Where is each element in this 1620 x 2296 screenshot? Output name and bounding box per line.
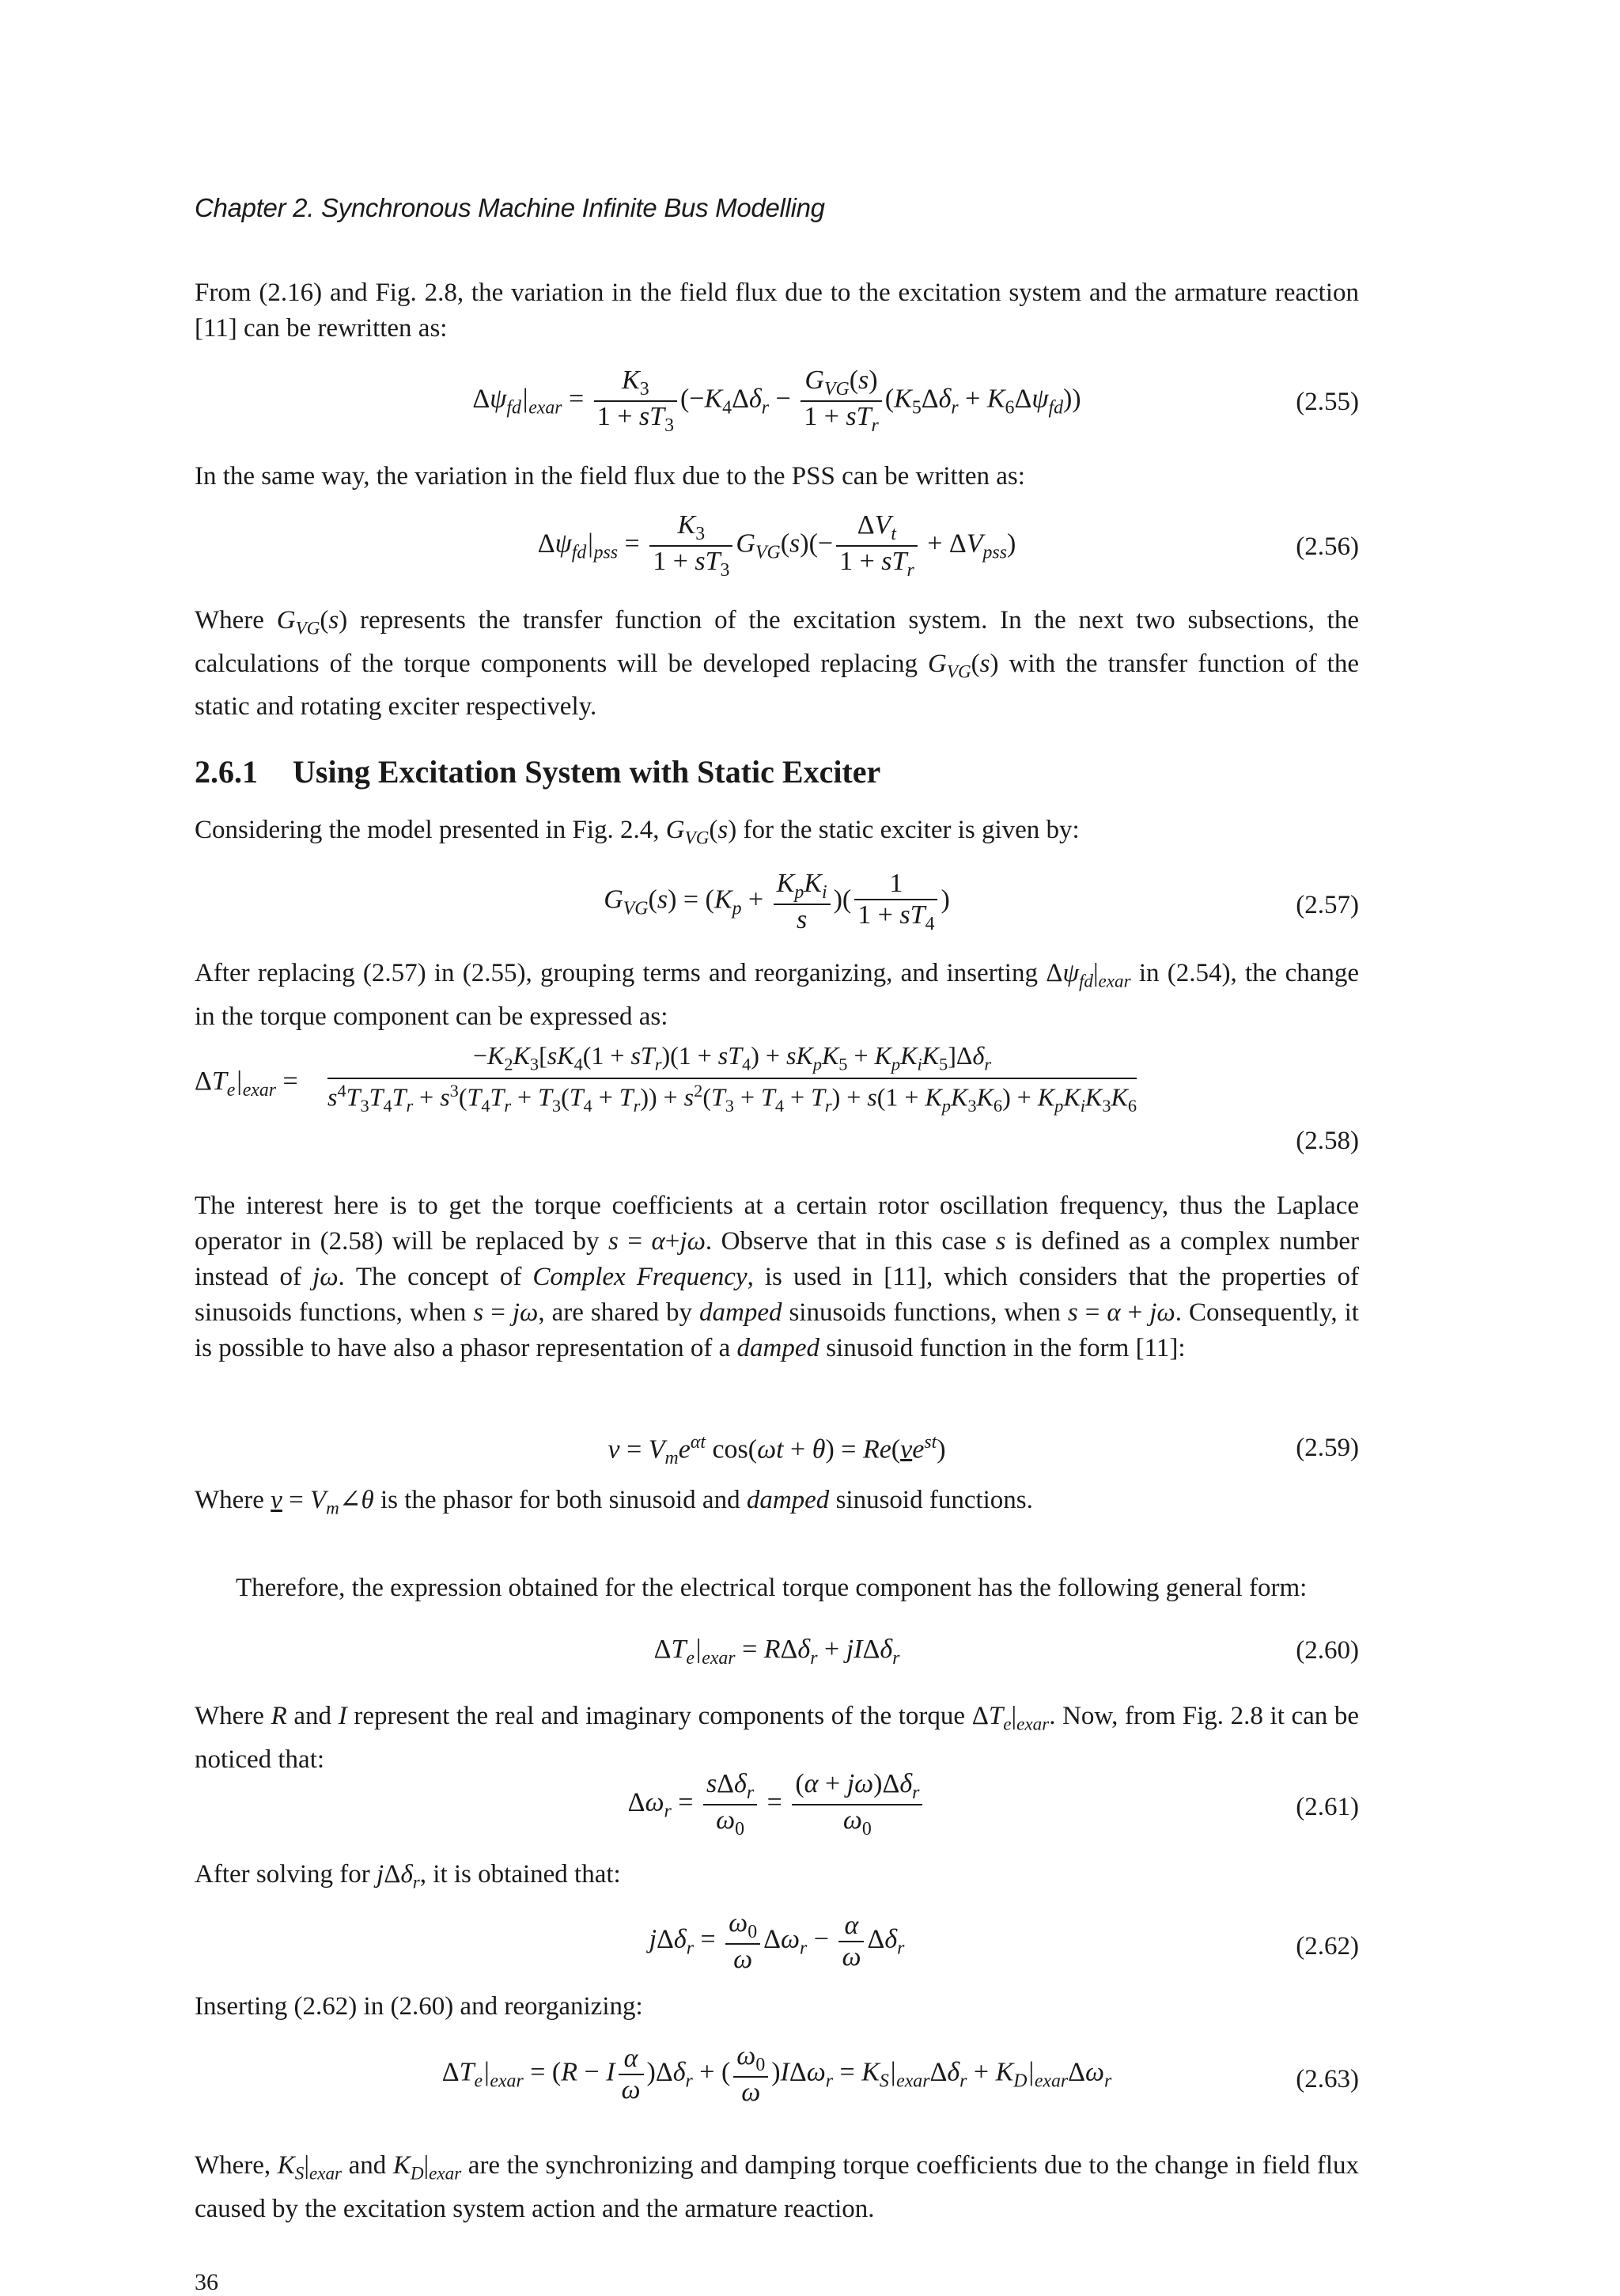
equation-2-60: $\Delta T_e|_{exar} = R\Delta\delta_r + jI\Delta\delta_r$ (2.60) (653, 1635, 1359, 1669)
equation-2-56: $\Delta\psi_{fd}|_{pss}$ = $\frac{K_3}{1 + sT_3}$ $G_{VG}(s)(-$ $\frac{\Delta V_t}{1 + sT_r}$ + $\Delta V_{pss}$) (2.56) (537, 510, 1359, 581)
paragraph-inserting: Inserting (2.62) in (2.60) and reorganizing: (195, 1992, 643, 2021)
paragraph-real-imag: Where R and I represent the real and imaginary components of the torque $\Delta T_e|_{exar}$. Now, from Fig. 2.8 it can be noticed that: (195, 1702, 1360, 1774)
equation-number: (2.55) (1296, 388, 1359, 416)
paragraph-coefficients: Where, $K_S|_{exar}$ and $K_D|_{exar}$ are the synchronizing and damping torque coefficients due to the change in field flux caused by the excitation system action and the armature reaction. (195, 2151, 1360, 2223)
equation-number: (2.58) (1296, 1127, 1359, 1155)
equation-number: (2.61) (1296, 1793, 1359, 1821)
equation-number: (2.60) (1296, 1636, 1359, 1665)
page-number: 36 (195, 2269, 218, 2295)
paragraph-solving: After solving for jΔδ$_r$, it is obtained that: (195, 1860, 621, 1892)
section-heading: 2.6.1 Using Excitation System with Static Exciter (195, 754, 881, 790)
paragraph-pss: In the same way, the variation in the field flux due to the PSS can be written as: (195, 462, 1025, 491)
running-header: Chapter 2. Synchronous Machine Infinite Bus Modelling (195, 193, 825, 222)
equation-2-55: $\Delta\psi_{fd}|_{exar}$ = $\frac{K_3}{1 + sT_3}$ ($-K_4\Delta\delta_r$ − $\frac{G_{VG}(s)}{1 + sT_r}$ $(K_5\Delta\delta_r + K_6\Delta\psi_{fd})$) (2.55) (472, 366, 1359, 436)
equation-number: (2.57) (1296, 891, 1359, 919)
equation-number: (2.63) (1296, 2065, 1359, 2093)
equation-number: (2.59) (1296, 1434, 1359, 1462)
paragraph-intro: From (2.16) and Fig. 2.8, the variation in the field flux due to the excitation system and the armature reaction [11] can be rewritten as: (195, 278, 1359, 343)
equation-2-63: $\Delta T_e|_{exar} = (R - I$ $\frac{\alpha}{\omega}$ )$\Delta\delta_r$ + ( $\frac{\omega_0}{\omega}$ )$I\Delta\omega_r = K_S|_{exar}\Delta\delta_r + K_D|_{exar}\Delta\omega_r$ (2.63) (441, 2041, 1359, 2107)
equation-number: (2.62) (1296, 1932, 1359, 1961)
equation-number: (2.56) (1296, 532, 1359, 561)
equation-2-62: jΔδ$_r$ = $\frac{\omega_0}{\omega}$ $\Delta\omega_r$ − $\frac{\alpha}{\omega}$ $\Delta\delta_r$ (2.62) (649, 1908, 1359, 1974)
paragraph-complex-frequency: The interest here is to get the torque coefficients at a certain rotor oscillation frequency, thus the Laplace operator in (2.58) will be replaced by s = α+jω. Observe that in this case s is defined as a complex number instead of jω. The concept of Complex Frequency, is used in [11], which considers that the properties of sinusoids functions, when s = jω, are shared by damped sinusoids functions, when s = α + jω. Consequently, it is possible to have also a phasor representation of a damped sinusoid function in the form [11]: (195, 1192, 1359, 1362)
paragraph-general-form: Therefore, the expression obtained for the electrical torque component has the following general form: (236, 1574, 1308, 1602)
equation-2-58: $\Delta T_e|_{exar}$ = $-K_2K_3[sK_4(1 + sT_r)(1 + sT_4) + sK_pK_5 + K_pK_iK_5]\Delta\delta_r$ $s^4T_3T_4T_r + s^3(T_4T_r + T_3(T_4 + T_r)) + s^2(T_3 + T_4 + T_r) + s(1 + K_pK_3K_6) + K_pK_iK_3K_6$ (2.58) (195, 1041, 1359, 1155)
paragraph-transfer-function: Where $G_{VG}(s)$ represents the transfer function of the excitation system. In the next two subsections, the calculations of the torque components will be developed replacing $G_{VG}(s)$ with the transfer function of the static and rotating exciter respectively. (195, 606, 1360, 722)
equation-2-59: $v = V_me^{\alpha t}$ $\cos(\omega t + \theta) = Re(ve^{st})$ (2.59) (608, 1432, 1359, 1469)
paragraph-static-exciter: Considering the model presented in Fig. 2.4, $G_{VG}(s)$ for the static exciter is given by: (195, 816, 1080, 848)
equation-2-61: $\Delta\omega_r$ = $\frac{s\Delta\delta_r}{\omega_0}$ = $\frac{(\alpha + j\omega)\Delta\delta_r}{\omega_0}$ (2.61) (627, 1769, 1359, 1839)
paragraph-phasor: Where $v = V_m\angle\theta$ is the phasor for both sinusoid and damped sinusoid functions. (195, 1486, 1033, 1518)
equation-2-57: $G_{VG}(s) = (K_p$ + $\frac{K_pK_i}{s}$ )( $\frac{1}{1 + sT_4}$ ) (2.57) (604, 869, 1359, 934)
paragraph-replacing: After replacing (2.57) in (2.55), grouping terms and reorganizing, and inserting $\Delta\psi_{fd}|_{exar}$ in (2.54), the change in the torque component can be expressed as: (195, 959, 1360, 1031)
